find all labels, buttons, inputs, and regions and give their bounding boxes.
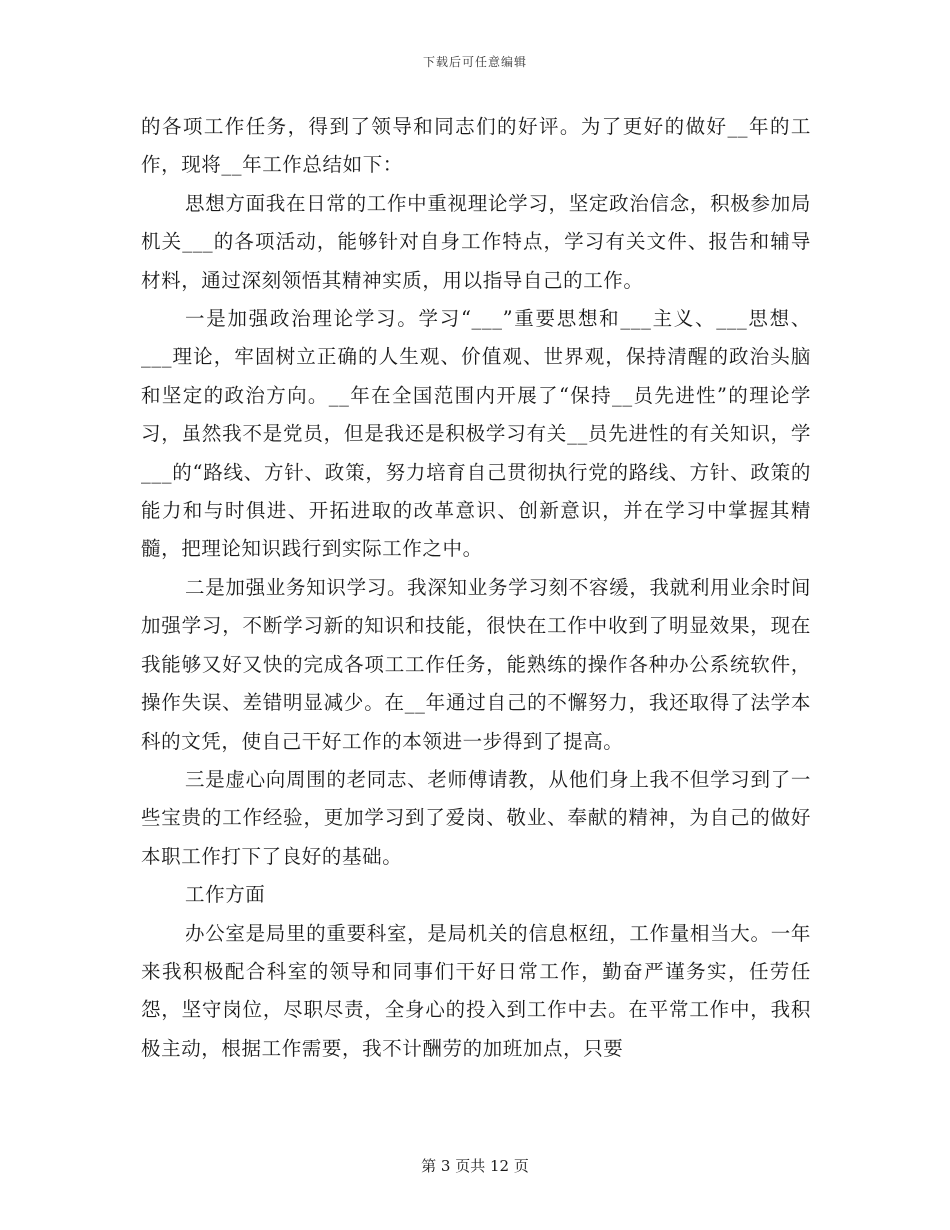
paragraph-thought: 思想方面我在日常的工作中重视理论学习，坚定政治信念，积极参加局机关___的各项活动，能够针对自身工作特点，学习有关文件、报告和辅导材料，通过深刻领悟其精神实质，用以指导自己的工作。 [141,191,811,292]
section-heading-work: 工作方面 [185,883,266,907]
paragraph-learn-from-seniors: 三是虚心向周围的老同志、老师傅请教，从他们身上我不但学习到了一些宝贵的工作经验，更加学习到了爱岗、敬业、奉献的精神，为自己的做好本职工作打下了良好的基础。 [141,767,811,868]
paragraph-business-study: 二是加强业务知识学习。我深知业务学习刻不容缓，我就利用业余时间加强学习，不断学习新的知识和技能，很快在工作中收到了明显效果，现在我能够又好又快的完成各项工工作任务，能熟练的操作各种办公系统软件，操作失误、差错明显减少。在__年通过自己的不懈努力，我还取得了法学本科的文凭，使自己干好工作的本领进一步得到了提高。 [141,575,811,753]
paragraph-political-study: 一是加强政治理论学习。学习“___”重要思想和___主义、___思想、___理论，牢固树立正确的人生观、价值观、世界观，保持清醒的政治头脑和坚定的政治方向。__年在全国范围内开展了“保持__员先进性”的理论学习，虽然我不是党员，但是我还是积极学习有关__员先进性的有关知识，学___的“路线、方针、政策，努力培育自己贯彻执行党的路线、方针、政策的能力和与时俱进、开拓进取的改革意识、创新意识，并在学习中掌握其精髓，把理论知识践行到实际工作之中。 [141,307,811,561]
paragraph-continuation: 的各项工作任务，得到了领导和同志们的好评。为了更好的做好__年的工作，现将__年工作总结如下： [141,115,811,177]
page-footer: 第 3 页共 12 页 [421,1157,529,1175]
page-header: 下载后可任意编辑 [422,55,527,69]
document-body [141,108,811,1068]
paragraph-office-work: 办公室是局里的重要科室，是局机关的信息枢纽，工作量相当大。一年来我积极配合科室的领导和同事们干好日常工作，勤奋严谨务实，任劳任怨，坚守岗位，尽职尽责，全身心的投入到工作中去。在平常工作中，我积极主动，根据工作需要，我不计酬劳的加班加点，只要 [141,921,811,1060]
